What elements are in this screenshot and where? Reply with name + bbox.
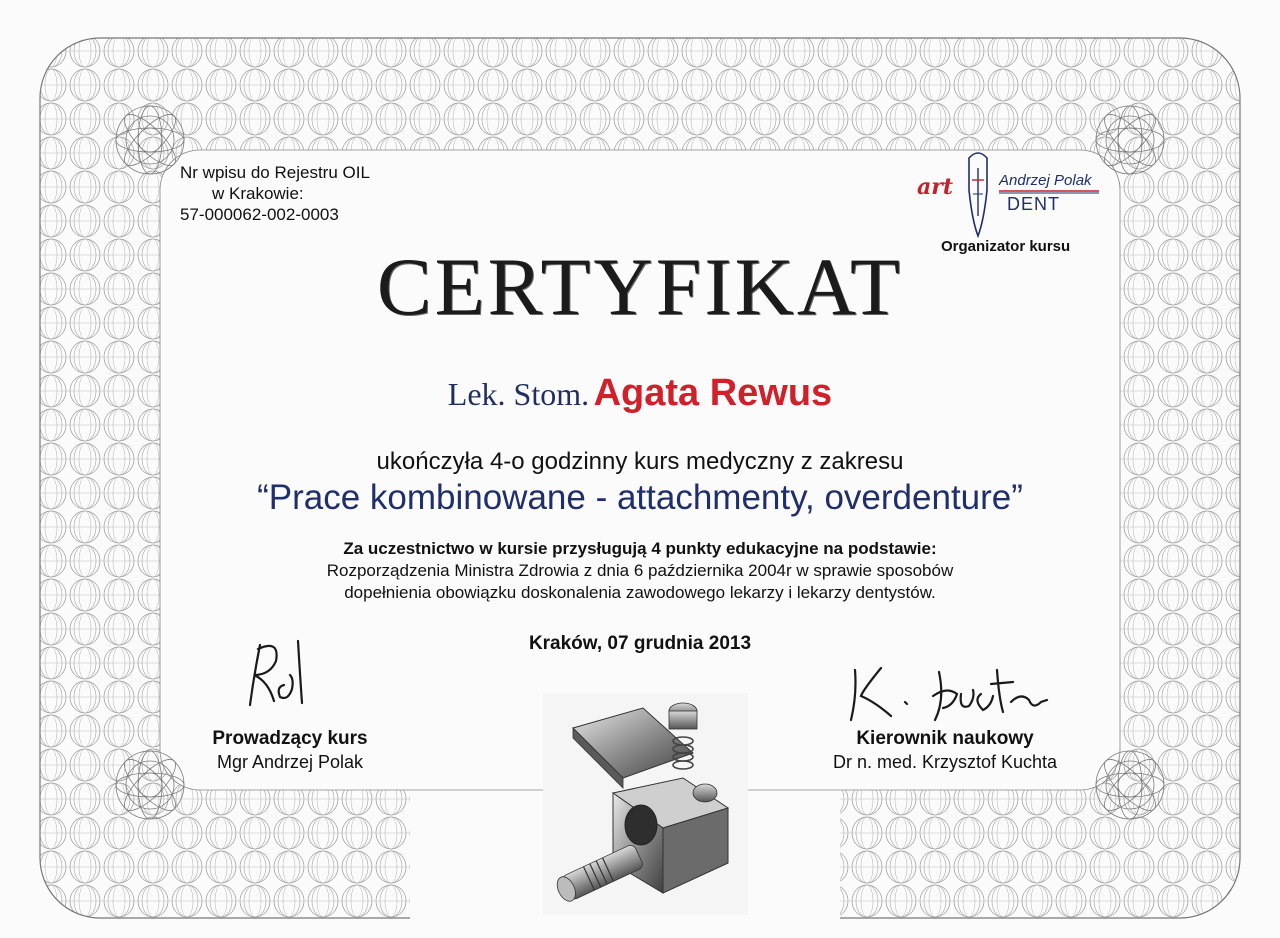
- certificate-title: CERTYFIKAT: [376, 241, 904, 332]
- recipient-name: Agata Rewus: [593, 372, 833, 414]
- course-title: “Prace kombinowane - attachmenty, overdenture”: [257, 478, 1023, 517]
- logo-organizer-label: Organizator kursu: [941, 238, 1071, 255]
- completion-line: ukończyła 4-o godzinny kurs medyczny z zakresu: [376, 448, 904, 475]
- tooth-implant-icon: [957, 150, 999, 240]
- points-info: [0, 538, 1280, 604]
- logo-dent: DENT: [1007, 194, 1060, 214]
- signatory-left-role: Prowadzący kurs: [212, 728, 368, 749]
- registry-line-1: Nr wpisu do Rejestru OIL: [180, 163, 370, 182]
- dental-attachment-illustration: [543, 693, 748, 915]
- registry-number: 57-000062-002-0003: [180, 205, 339, 224]
- points-line-3: dopełnienia obowiązku doskonalenia zawodowego lekarzy i lekarzy dentystów.: [344, 583, 936, 602]
- signatory-right: [800, 728, 1090, 773]
- recipient-prefix: Lek. Stom.: [447, 376, 590, 412]
- registry-info: [180, 162, 370, 225]
- points-line-1: Za uczestnictwo w kursie przysługują 4 punkty edukacyjne na podstawie:: [343, 539, 937, 558]
- issue-date: Kraków, 07 grudnia 2013: [528, 633, 752, 654]
- right-signature: [835, 650, 1075, 730]
- signatory-right-name: Dr n. med. Krzysztof Kuchta: [832, 752, 1058, 772]
- signatory-left: [190, 728, 390, 773]
- points-line-2: Rozporządzenia Ministra Zdrowia z dnia 6 października 2004r w sprawie sposobów: [326, 561, 954, 580]
- logo-name: Andrzej Polak: [999, 172, 1092, 189]
- signatory-right-role: Kierownik naukowy: [856, 728, 1034, 749]
- registry-line-2: w Krakowie:: [212, 184, 304, 203]
- signatory-left-name: Mgr Andrzej Polak: [216, 752, 364, 772]
- logo-art-text: art: [917, 174, 954, 200]
- left-signature: [240, 635, 330, 715]
- recipient: [0, 372, 1280, 415]
